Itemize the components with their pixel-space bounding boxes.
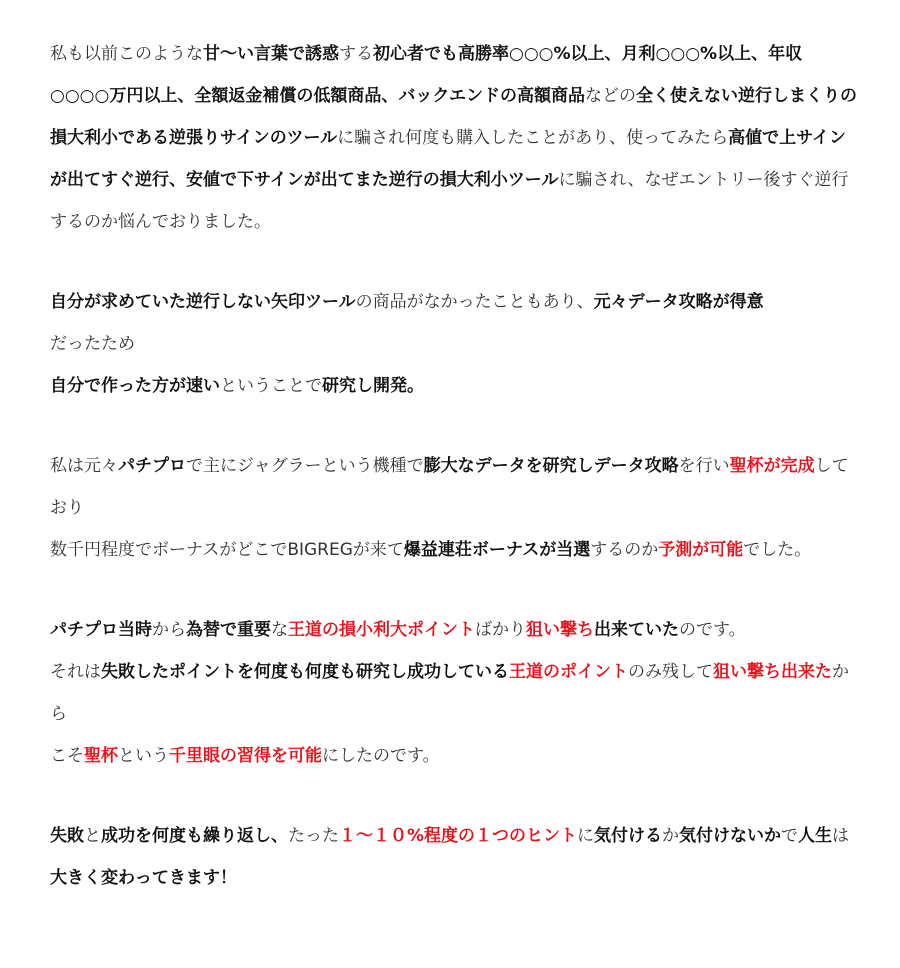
p3-text-3: を行い	[678, 456, 730, 476]
p4-red-clairvoyance: 千里眼の習得を可能	[169, 746, 322, 766]
p4-bold-failed-points: 失敗したポイントを何度も何度も研究し成功している	[101, 662, 509, 682]
p4-text-3: ばかり	[475, 620, 526, 640]
p1-text-5: に騙され、なぜエントリー後すぐ逆行するのか悩んでおりました。	[50, 170, 849, 232]
p3-red-holy-grail: 聖杯が完成	[729, 456, 815, 476]
p1-bold-claims: 初心者でも高勝率○○○%以上、月利○○○%以上、年収○○○○万円以上、全額返金補償の低額商品、バックエンドの高額商品	[50, 44, 803, 106]
p4-bold-forex-important: 為替で重要	[186, 620, 271, 640]
paragraph-1	[50, 33, 860, 243]
p3-red-predictable: 予測が可能	[658, 540, 744, 560]
p4-red-holy-grail: 聖杯	[84, 746, 118, 766]
p5-bold-notice: 気付ける	[594, 826, 663, 846]
p4-red-sniped: 狙い撃ち出来た	[713, 662, 832, 682]
p1-bold-loss-tool: 高値で上サインが出てすぐ逆行、安値で下サインが出てまた逆行の損大利小ツール	[50, 128, 846, 190]
paragraph-spacer	[50, 243, 860, 281]
p5-red-hint: １〜１０%程度の１つのヒント	[339, 826, 578, 846]
p2-text-3: ということで	[220, 376, 322, 396]
p2-bold-arrow-tool: 自分が求めていた逆行しない矢印ツール	[50, 292, 356, 312]
p1-bold-sweet-words: 甘〜い言葉で誘惑	[203, 44, 339, 64]
p3-text-4: しており	[50, 456, 849, 518]
p1-text-4: に騙され何度も購入したことがあり、使ってみたら	[337, 128, 729, 148]
p5-bold-life: 人生	[798, 826, 833, 846]
p4-bold-pachipro-era: パチプロ当時	[50, 620, 152, 640]
p5-text-5: で	[781, 826, 799, 846]
p5-text-3: に	[577, 826, 595, 846]
p5-bold-success-repeat: 成功を何度も繰り返し、	[101, 826, 288, 846]
p4-text-6: のみ残して	[628, 662, 713, 682]
p5-text-6: は	[832, 826, 850, 846]
p3-bold-jackpot: 爆益連荘ボーナスが当選	[403, 540, 591, 560]
p4-text-2: な	[271, 620, 288, 640]
p1-text-3: などの	[585, 86, 636, 106]
paragraph-2	[50, 281, 860, 407]
p2-bold-data-strategy: 元々データ攻略が得意	[593, 292, 764, 312]
p3-text-6: するのか	[590, 540, 659, 560]
p3-text-7: でした。	[743, 540, 812, 560]
p4-red-royal-point: 王道のポイント	[509, 662, 628, 682]
p3-text-1: 私は元々	[50, 456, 118, 476]
p3-bold-pachipro: パチプロ	[118, 456, 186, 476]
p4-text-9: という	[118, 746, 169, 766]
p1-text-1: 私も以前このような	[50, 44, 203, 64]
p4-text-5: それは	[50, 662, 101, 682]
p4-text-8: こそ	[50, 746, 84, 766]
p5-text-1: と	[84, 826, 101, 846]
p4-text-1: から	[152, 620, 186, 640]
p4-bold-could-do: 出来ていた	[594, 620, 679, 640]
p4-text-7: から	[50, 662, 849, 724]
p5-text-2: たった	[288, 826, 339, 846]
paragraph-spacer	[50, 407, 860, 445]
paragraph-spacer	[50, 777, 860, 815]
p2-text-2: だったため	[50, 334, 135, 354]
paragraph-3	[50, 445, 860, 571]
p5-bold-failure: 失敗	[50, 826, 84, 846]
paragraph-5	[50, 815, 860, 899]
p4-text-10: にしたのです。	[322, 746, 440, 766]
paragraph-spacer	[50, 571, 860, 609]
p2-text-1: の商品がなかったこともあり、	[355, 292, 594, 312]
p5-bold-not-notice: 気付けないか	[679, 826, 782, 846]
p3-text-2: で主にジャグラーという機種で	[186, 456, 424, 476]
p4-red-royal-points: 王道の損小利大ポイント	[288, 620, 475, 640]
p5-text-4: か	[662, 826, 680, 846]
p2-bold-self-made: 自分で作った方が速い	[50, 376, 220, 396]
p1-text-2: する	[339, 44, 373, 64]
p4-red-sniping: 狙い撃ち	[526, 620, 594, 640]
p4-text-4: のです。	[679, 620, 746, 640]
p2-bold-research: 研究し開発。	[322, 376, 424, 396]
p3-text-5: 数千円程度でボーナスがどこでBIGREGが来て	[50, 540, 404, 560]
p1-bold-useless-tool: 全く使えない逆行しまくりの損大利小である逆張りサインのツール	[50, 86, 857, 148]
p5-bold-big-change: 大きく変わってきます！	[50, 868, 237, 888]
paragraph-4	[50, 609, 860, 777]
p3-bold-huge-data: 膨大なデータを研究しデータ攻略	[423, 456, 679, 476]
